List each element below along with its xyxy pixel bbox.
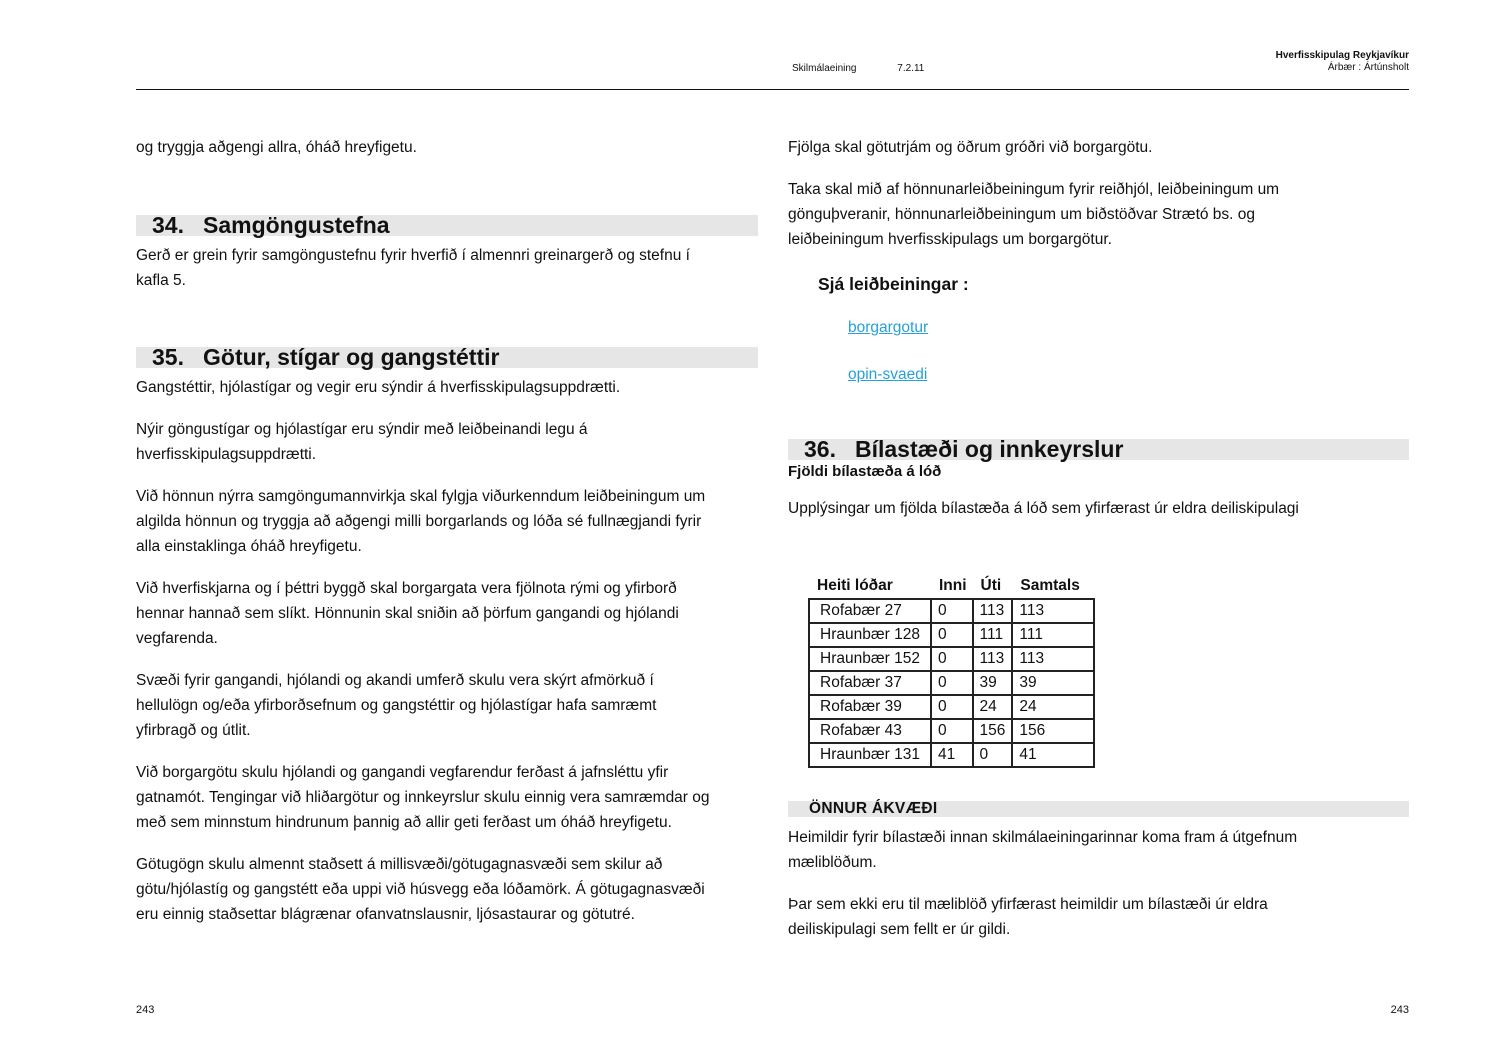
- paragraph: Svæði fyrir gangandi, hjólandi og akandi umferð skulu vera skýrt afmörkuð í hellulögn og/eða yfirborðsefnum og gangstéttir og hjólastígar hafa samræmt yfirbragð og útlit.: [136, 672, 657, 739]
- section-number: 35.: [152, 344, 184, 370]
- cell-total: 113: [1012, 599, 1094, 623]
- section-36-heading: [788, 436, 1409, 462]
- cell-outside: 0: [973, 743, 1013, 767]
- cell-outside: 113: [973, 647, 1013, 671]
- table-row: [809, 695, 1094, 719]
- table-row: [809, 671, 1094, 695]
- cell-inside: 0: [931, 647, 973, 671]
- cell-inside: 0: [931, 695, 973, 719]
- cell-inside: 41: [931, 743, 973, 767]
- cell-total: 156: [1012, 719, 1094, 743]
- link-opin-svaedi[interactable]: opin-svaedi: [848, 366, 928, 383]
- section-35-heading: [136, 344, 758, 370]
- cell-outside: 156: [973, 719, 1013, 743]
- paragraph: Við borgargötu skulu hjólandi og gangandi vegfarendur ferðast á jafnsléttu yfir gatnamót. Tengingar við hliðargötur og innkeyrslur skulu einnig vera samræmdar og með sem minnstum hindrunum þannig að allir geti ferðast um óháð hreyfigetu.: [136, 764, 710, 831]
- page-number-right: 243: [1390, 1004, 1409, 1016]
- cell-inside: 0: [931, 719, 973, 743]
- paragraph: Þar sem ekki eru til mæliblöð yfirfærast heimildir um bílastæði úr eldra deiliskipulagi sem fellt er úr gildi.: [788, 896, 1268, 938]
- paragraph: Upplýsingar um fjölda bílastæða á lóð sem yfirfærast úr eldra deiliskipulagi: [788, 500, 1299, 517]
- left-column: [136, 135, 758, 944]
- section-label: Skilmálaeining: [792, 63, 857, 74]
- cell-total: 41: [1012, 743, 1094, 767]
- cell-lot: Hraunbær 128: [809, 623, 931, 647]
- paragraph: Gerð er grein fyrir samgöngustefnu fyrir hverfið í almennri greinargerð og stefnu í kafla 5.: [136, 247, 690, 289]
- intro-text: og tryggja aðgengi allra, óháð hreyfigetu.: [136, 139, 417, 156]
- section-34-heading: [136, 212, 758, 238]
- doc-subtitle: Árbær : Ártúnsholt: [1327, 62, 1409, 73]
- table-header-row: [809, 573, 1094, 599]
- parking-table: [808, 573, 1095, 768]
- cell-lot: Hraunbær 152: [809, 647, 931, 671]
- page-number-left: 243: [136, 1004, 155, 1016]
- cell-inside: 0: [931, 623, 973, 647]
- link-borgargotur[interactable]: borgargotur: [848, 319, 929, 336]
- column-header: Úti: [980, 577, 1002, 594]
- section-number: 7.2.11: [897, 63, 925, 74]
- section-subtitle: Fjöldi bílastæða á lóð: [788, 463, 942, 480]
- table-row: [809, 599, 1094, 623]
- cell-outside: 39: [973, 671, 1013, 695]
- section-number: 36.: [804, 436, 836, 462]
- cell-total: 111: [1012, 623, 1094, 647]
- cell-lot: Hraunbær 131: [809, 743, 931, 767]
- section-title: Götur, stígar og gangstéttir: [203, 344, 500, 370]
- running-header-section: [792, 63, 924, 74]
- cell-inside: 0: [931, 599, 973, 623]
- cell-total: 24: [1012, 695, 1094, 719]
- running-header-title: [1276, 50, 1409, 74]
- section-number: 34.: [152, 212, 184, 238]
- section-35-body: [136, 375, 726, 927]
- table-row: [809, 719, 1094, 743]
- right-column: [788, 135, 1409, 959]
- section-title: Samgöngustefna: [203, 212, 390, 238]
- paragraph: Heimildir fyrir bílastæði innan skilmálaeiningarinnar koma fram á útgefnum mæliblöðum.: [788, 829, 1298, 871]
- table-row: [809, 743, 1094, 767]
- cell-outside: 24: [973, 695, 1013, 719]
- paragraph: Götugögn skulu almennt staðsett á millisvæði/götugagnasvæði sem skilur að götu/hjólastíg og gangstétt eða uppi við húsvegg eða lóðamörk. Á götugagnasvæði eru einnig staðsettar blágrænar ofanvatnslausnir, ljósastaurar og götutré.: [136, 856, 705, 923]
- column-header: Samtals: [1020, 577, 1080, 594]
- paragraph: Við hverfiskjarna og í þéttri byggð skal borgargata vera fjölnota rými og yfirborð hennar hannað sem slíkt. Hönnunin skal sniðin að þörfum gangandi og hjólandi vegfarenda.: [136, 580, 679, 647]
- header-divider: [136, 89, 1409, 90]
- cell-inside: 0: [931, 671, 973, 695]
- paragraph: Við hönnun nýrra samgöngumannvirkja skal fylgja viðurkenndum leiðbeiningum um algilda hönnun og tryggja að aðgengi milli borgarlands og lóða sé fullnægjandi fyrir alla einstaklinga óháð hreyfigetu.: [136, 488, 706, 555]
- cell-lot: Rofabær 37: [809, 671, 931, 695]
- table-row: [809, 623, 1094, 647]
- paragraph: Nýir göngustígar og hjólastígar eru sýndir með leiðbeinandi legu á hverfisskipulagsuppdrætti.: [136, 421, 588, 463]
- see-guidelines-title: Sjá leiðbeiningar :: [818, 274, 969, 294]
- cell-lot: Rofabær 27: [809, 599, 931, 623]
- cell-lot: Rofabær 43: [809, 719, 931, 743]
- cell-total: 39: [1012, 671, 1094, 695]
- table-row: [809, 647, 1094, 671]
- column-header: Heiti lóðar: [817, 577, 893, 594]
- cell-outside: 111: [973, 623, 1013, 647]
- cell-lot: Rofabær 39: [809, 695, 931, 719]
- doc-title: Hverfisskipulag Reykjavíkur: [1275, 50, 1409, 61]
- column-header: Inni: [938, 577, 967, 594]
- paragraph: Fjölga skal götutrjám og öðrum gróðri við borgargötu.: [788, 139, 1153, 156]
- paragraph: Taka skal mið af hönnunarleiðbeiningum fyrir reiðhjól, leiðbeiningum um gönguþveranir, hönnunarleiðbeiningum um biðstöðvar Strætó bs. og leiðbeiningum hverfisskipulags um borgargötur.: [788, 181, 1280, 248]
- section-title: Bílastæði og innkeyrslur: [855, 436, 1124, 462]
- paragraph: Gangstéttir, hjólastígar og vegir eru sýndir á hverfisskipulagsuppdrætti.: [136, 379, 621, 396]
- other-provisions-heading: ÖNNUR ÁKVÆÐI: [788, 801, 1409, 817]
- cell-total: 113: [1012, 647, 1094, 671]
- cell-outside: 113: [973, 599, 1013, 623]
